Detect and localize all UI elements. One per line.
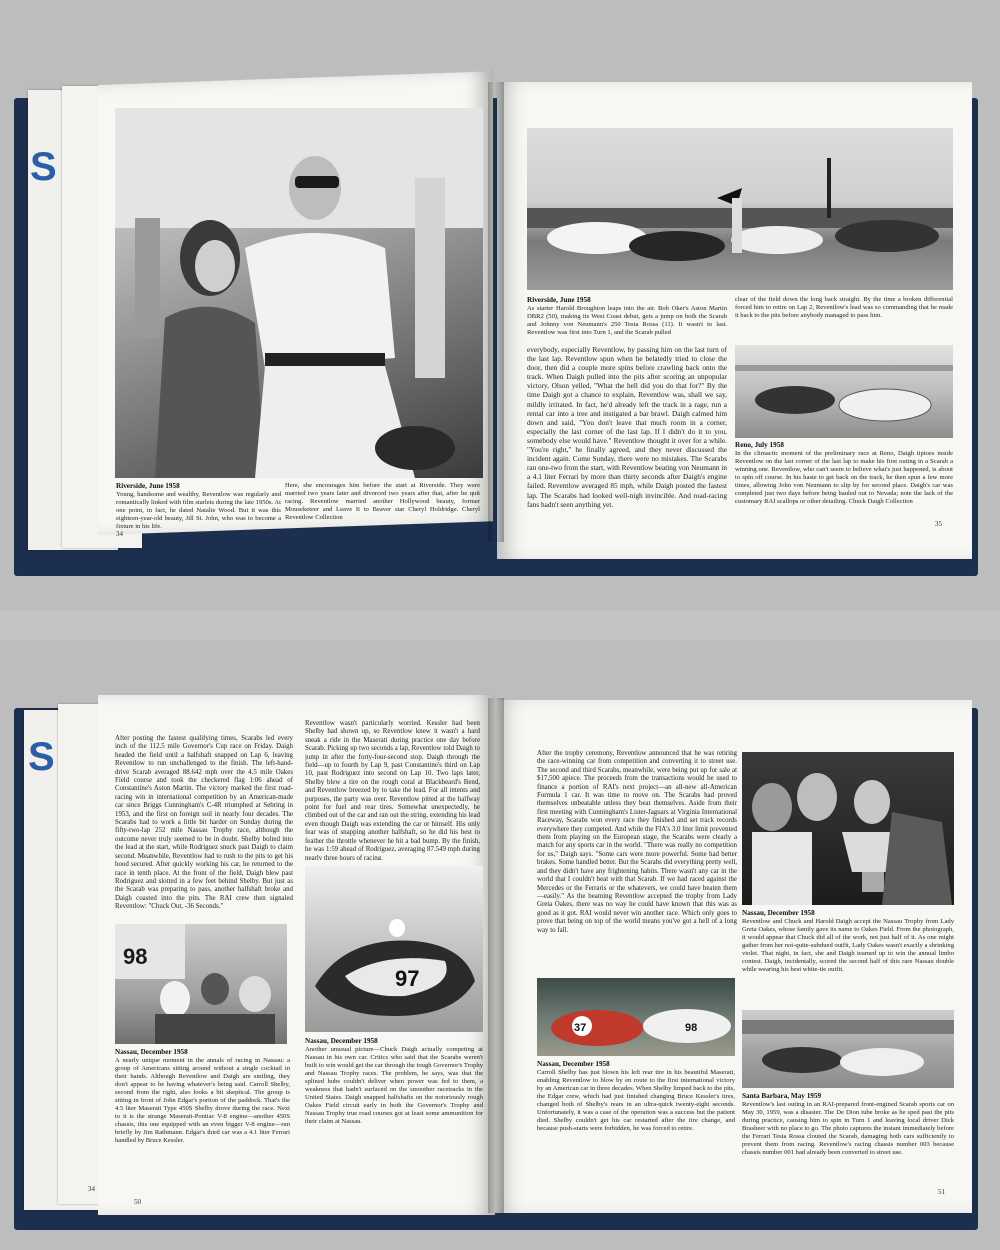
paddock-caption-title: Nassau, December 1958 xyxy=(115,1048,188,1056)
santa-barbara-drawing xyxy=(742,1010,954,1088)
car-97-caption: Another unusual picture—Chuck Daigh actually competing at Nassau in his own car. Critics who said that the Scarabs weren't built to win would get the car through the tough Governor's Trophy and Nassau Trophy races. The problem, he says, was that the splined hubs couldn't deliver when power was fed to them, a weakness that hadn't surfaced on the smoother racetracks in the United States. Daigh snapped halfshafts on the notoriously rough Oakes Field circuit early in both the Governor's Trophy and Nassau Trophy true road courses got at least some ammunition for their claim at Nassau. xyxy=(305,1046,483,1125)
book-spine xyxy=(488,82,504,542)
bottom-photo-panel xyxy=(0,640,1000,1250)
santa-barbara-caption-title: Santa Barbara, May 1959 xyxy=(742,1092,822,1100)
right-body-text: everybody, especially Reventlow, by passing him on the last turn of the last lap. Reventlow spun when he belatedly tried to close the door, then did a couple more spins before crawling back onto the track. When Daigh pulled into the pits after scoring an unpopular victory, Olson yelled, "What the hell did you do that for?" By the time Daigh got a chance to explain, Reventlow was, shall we say, mildly irritated. In fact, he'd already left the track in a rage, run a rental car into a tree and instigated a bar brawl. Daigh calmed him down and said, "You don't leave that much room in a corner, especially the last corner of the last lap. If I didn't do it to you, somebody else would have." Reventlow thought it over for a while. "You're right," he finally agreed, and they never discussed the incident again. Come Sunday, there were no mistakes. The Scarabs ran one-two from the start, with Reventlow beating von Neumann in a 4.1 liter Ferrari by more than thirty seconds after Daigh's engine failed. Reventlow averaged 85 mph, while Daigh posted the fastest lap. The Scarabs had looked well-nigh invincible. And road-racing fans hadn't seen anything yet. xyxy=(527,345,727,509)
car-number-97: 97 xyxy=(395,966,420,991)
santa-barbara-photo xyxy=(742,1010,954,1088)
page-number-51: 51 xyxy=(938,1188,945,1196)
underlying-page-number: 34 xyxy=(88,1185,95,1193)
cover-letter: S xyxy=(30,145,57,189)
car-number-98-b: 98 xyxy=(685,1022,698,1034)
shelby-maserati-photo xyxy=(537,978,735,1056)
panel-divider xyxy=(0,610,1000,640)
reno-caption: In the climactic moment of the preliminary race at Reno, Daigh tiptoes inside Reventlow on the last corner of the last lap to make his first outing in a Scarab a winning one. Reventlow, who can't seem to believe what's just happened, is about to spin off course. In his haste to get back on the track, he then spun a few more times, allowing John von Neumann to slip by for second place. Daigh's car was completed just two days before being hauled out to Nevada; note the lack of the customary RAI scallops or other detailing. Chuck Daigh Collection xyxy=(735,450,953,505)
cover-letter-bottom: S xyxy=(28,735,55,779)
top-photo-panel xyxy=(0,0,1000,610)
book-spine-bottom xyxy=(488,698,504,1213)
car-number-98-a: 98 xyxy=(123,944,148,969)
car-97-photo xyxy=(305,866,483,1032)
reno-race-drawing xyxy=(735,345,953,438)
car-97-caption-title: Nassau, December 1958 xyxy=(305,1037,378,1045)
right-top-caption-text: Harold Broughton leaps into the air. Bob Oker's Aston Martin DBR2 (50), making its West Coast debut, gets a jump on both the Scarab and Johnny von Neumann's 250 Testa Rossa (11). It wasn't to last. Reventlow was first into Turn 1, and the Scarab pulled xyxy=(527,305,727,336)
paddock-caption: A nearly unique moment in the annals of racing in Nassau: a group of Americans sitting around without a single cocktail in their hands. Although Reventlow and Daigh are smiling, they don't appear to be having whatever's being said. Carroll Shelby, second from the right, also looks a bit skeptical. The group is sitting in front of John Edgar's portion of the paddock. That's the 4.5 liter Maserati Type 450S Shelby drove during the race. Next to it is the strange Maserati-Pontiac V-8 engine—another 450S chassis, this one equipped with an even bigger V-8 engine—run briefly by Jim Rathmann. Edgar's third car was a 4.1 liter Ferrari handled by Bruce Kessler. xyxy=(115,1057,290,1144)
trophy-caption-title: Nassau, December 1958 xyxy=(742,909,815,917)
trophy-caption: Reventlow and Chuck and Harold Daigh accept the Nassau Trophy from Lady Greta Oakes, whose family gave its name to Oakes Field. From the photograph, it would appear that Chuck did all of the work, not just half of it. As one might gather from her not-quite-subdued outfit, Lady Oakes wasn't exactly a shrinking violet. That night, in fact, she and Daigh teamed up to win the annual limbo contest. Daigh, incidentally, scored the second half of this rare Nassau double while wearing his best white-tie outfit. xyxy=(742,918,954,973)
paddock-group-drawing xyxy=(115,924,287,1044)
right-top-caption-title: Riverside, June 1958 xyxy=(527,296,591,304)
right-body-text-bottom: After the trophy ceremony, Reventlow announced that he was retiring the race-winning car from competition and converting it to street use. The second and third Scarabs, meanwhile, were being put up for sale at $17,500 apiece. The proceeds from the transactions would be used to finance a portion of RAI's next project—an all-new all-American Formula 1 car. It was time to move on. The Scarabs had proved themselves unbeatable unless they beat themselves. Aside from their first meeting with Cunningham's Lister-Jaguars at Virginia International Raceway, Scarabs won every race they finished and set track records everywhere they competed. And while the FIA's 3.0 liter limit prevented them from playing on the European stage, the Scarabs were clearly a match for any sports car in the world. "There was really no competition for us," Daigh says. "Some cars were more powerful. Some had better brakes. Some handled better. But the Scarabs did everything pretty well, and they didn't have any frightening habits. There wasn't any car in the world that I couldn't beat with that Scarab. If we had raced against the Mercedes or the Ferraris or the whatevers, we could have beaten them—easily." As the beaming Reventlow accepted the trophy from Lady Greta Oakes, there was no way he could have known that this was as good as it got. RAI would never win another race. Which only goes to prove that being on top of the world means you've got a hell of a long way to fall. xyxy=(537,750,737,934)
page-number-50: 50 xyxy=(134,1198,141,1206)
race-start-drawing xyxy=(527,128,953,290)
santa-barbara-caption: Reventlow's last outing in an RAI-prepared front-engined Scarab sports car on May 30, 1959, was a disaster. The De Dion tube broke as he sped past the pits during practice, causing him to spin in Turn 1 and leaving local driver Dick Brasheer with no place to go. The photo captures the instant immediately before the Ferrari Testa Rossa clouted the Scarab, damaging both cars sufficiently to prevent them from racing. Reventlow's racing chassis number 003 because chassis number 001 had already been converted to street use. xyxy=(742,1101,954,1156)
right-top-caption-continued: clear of the field down the long back straight. By the time a broken differential forced him to retire on Lap 2, Reventlow's lead was so commanding that he made it back to the pits before anybody managed to pass him. xyxy=(735,296,953,319)
reno-caption-title: Reno, July 1958 xyxy=(735,441,784,449)
portrait-photo-drawing xyxy=(115,108,483,478)
car-97-drawing xyxy=(305,866,483,1032)
left-caption-title: Riverside, June 1958 xyxy=(116,482,180,490)
reno-race-photo xyxy=(735,345,953,438)
left-column-2: Reventlow wasn't particularly worried. Kessler had been Shelby had shown up, so Reventlow knew it wasn't a hard sneak a ride in the Maserati during practice one day before Scarab. Picking up two seconds a lap, Reventlow told Daigh to jump in after the forty-four-second stop. Daigh through the field—up to fourth by Lap 9, past Constantine's third on Lap 10, past Rodriguez into second on Lap 10. Two laps later, Shelby blew a tire on the rough coral at Blackbeard's Bend, and Reventlow breezed by to take the lead. For all intents and purposes, the party was over. Reventlow pitted at the halfway point for fuel and rear tires. Somewhat unexpectedly, he climbed out of the car and ran out the string, extending his lead even though Daigh was extending the car or himself. His only fear was of snapping another halfshaft, so he did his best to feather the throttle whenever he hit a bad bump. By the finish, he was 1:59 ahead of Rodriguez, averaging 87.549 mph during nearly three hours of racing. xyxy=(305,720,480,860)
shelby-maserati-drawing xyxy=(537,978,735,1056)
trophy-drawing xyxy=(742,752,954,905)
left-column-1: After posting the fastest qualifying times, Scarabs led every inch of the 112.5 mile Governor's Cup race on Friday. Daigh headed the field until a halfshaft snapped on Lap 6, leaving Reventlow to run unchallenged to the finish. The left-hand-drive Scarab averaged 88.642 mph over the 4.5 mile Oakes Field course and took the checkered flag 1:06 ahead of Constantine's Aston Martin. The victory marked the first road-racing win in international competition by an American-made car since Briggs Cunningham's C-4R triumphed at Sebring in 1953, and the first on foreign soil in nearly four decades. The Scarabs had to work a little bit harder on Sunday during the fifty-two-lap 252 mile Nassau Trophy race, although the outcome never truly seemed to be in doubt. Shelby bolted into the lead at the start, while Rodriguez snuck past Daigh to claim second. Meanwhile, Reventlow had to rush to the pits to get his hood secured. After quickly working his car, he returned to the race in tenth place. At the front of the field, Daigh blew past Rodriguez and slotted in a few feet behind Shelby. But just as the Scarab was preparing to pass, another halfshaft broke and Daigh coasted into the pits. The RAI crew then signaled Reventlow: "Chuck Out, -36 Seconds." xyxy=(115,735,293,911)
right-top-caption xyxy=(527,305,727,339)
shelby-caption: Carroll Shelby has just blown his left rear tire in his beautiful Maserati, enabling Reventlow to blow by en route to the first international victory by an American car in three decades. When Shelby limped back to the pits, the Edgar crew, which had just finished changing Bruce Kessler's tires, changed both of Shelby's rears in an ultra-quick twenty-eight seconds. Unfortunately, it was a case of the operation was a success but the patient died. Shelby couldn't get his car restarted after the tire change, and because push-starts were forbidden, he was forced to retire. xyxy=(537,1069,735,1132)
paddock-group-photo xyxy=(115,924,287,1044)
right-top-caption-prefix: As starter xyxy=(527,305,554,312)
left-caption: Young, handsome and wealthy, Reventlow was regularly and romantically linked with film starlets during the late 1950s. At one point, in fact, he dated Natalie Wood. But it was this eighteen-year-old beauty, Jill St. John, who was to become a fixture in his life. xyxy=(116,491,281,530)
shelby-caption-title: Nassau, December 1958 xyxy=(537,1060,610,1068)
left-caption-continued: Here, she encourages him before the start at Riverside. They were married two years later and divorced two years after that, after he quit racing. Reventlow married another Hollywood beauty, former Mouseketeer and Leave It to Beaver star Cheryl Holdridge. Cheryl Reventlow Collection xyxy=(285,482,480,521)
page-number-right: 35 xyxy=(935,520,942,528)
trophy-photo xyxy=(742,752,954,905)
portrait-photo xyxy=(115,108,483,478)
page-number-left: 34 xyxy=(116,530,123,538)
car-number-37: 37 xyxy=(574,1022,587,1034)
race-start-photo xyxy=(527,128,953,290)
